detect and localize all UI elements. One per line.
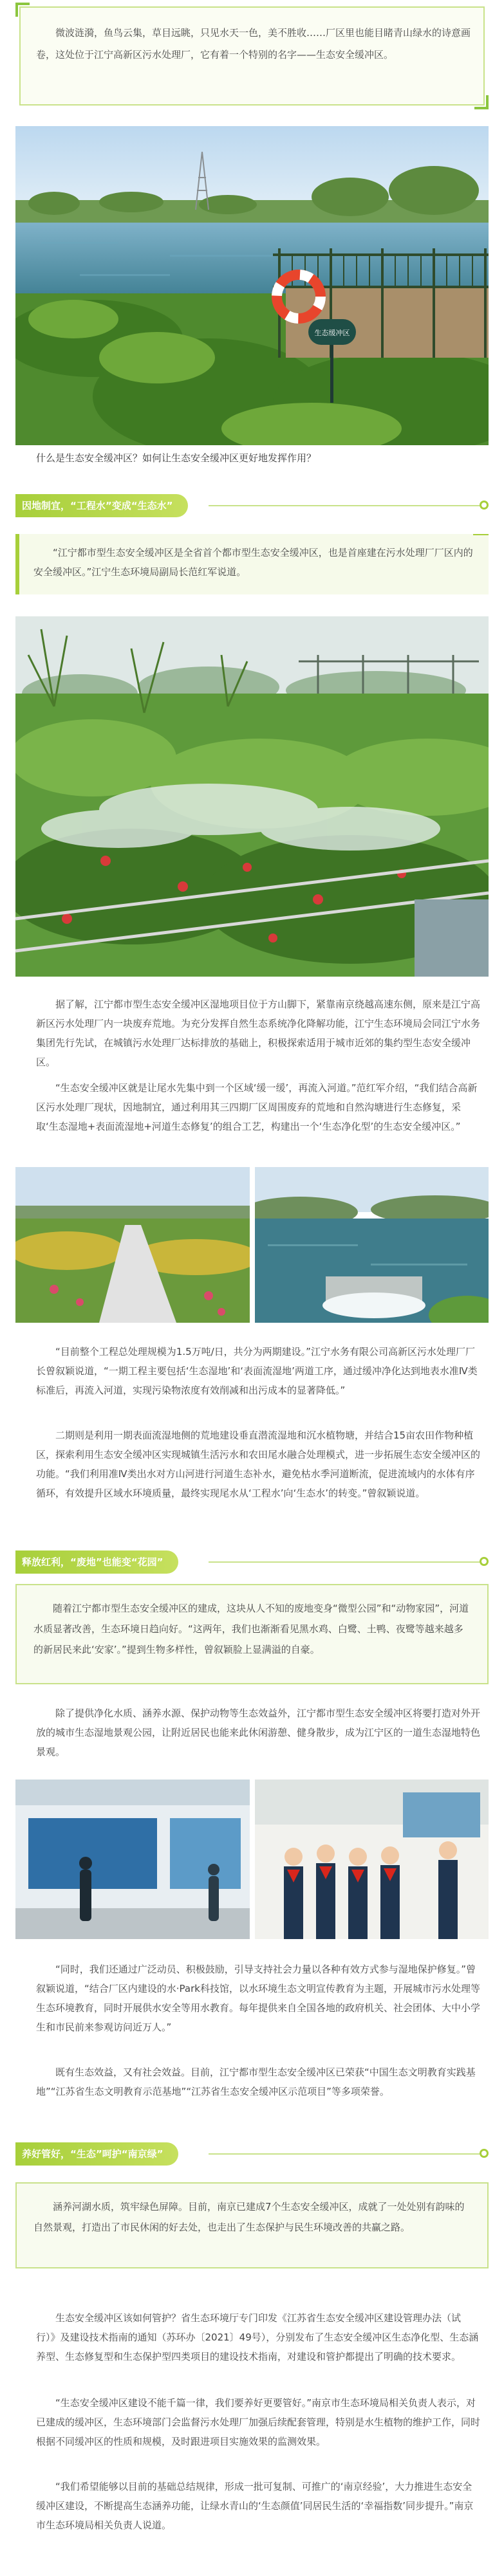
wetland-railing-photo (15, 126, 489, 445)
question-text: 什么是生态安全缓冲区？如何让生态安全缓冲区更好地发挥作用？ (36, 452, 317, 464)
section3-paragraph-3: “我们希望能够以目前的基础总结规律，形成一批可复制、可推广的‘南京经验’，大力推进生态安全缓冲区建设，不断提高生态涵养功能，让绿水青山的‘生态颜值’同居民生活的‘幸福指数’同步提升。”南京市生态环境局相关负责人说道。 (36, 2481, 474, 2531)
wetland-mist-photo (15, 616, 489, 977)
intro-box (19, 6, 485, 106)
section1-paragraph-2: “生态安全缓冲区就是让尾水先集中到一个区域‘缓一缓’，再流入河道。”范红军介绍，“我们结合高新区污水处理厂现状，因地制宜，通过利用其三四期厂区周围废弃的荒地和自然沟塘进行生态修复，采取‘生态湿地+表面流湿地+河道生态修复’的组合工艺，构建出一个‘生态净化型’的生态安全缓冲区。” (36, 1082, 478, 1132)
section1-title-label: 因地制宜，“工程水”变成“生态水” (15, 494, 188, 517)
section2-box (15, 1584, 489, 1684)
outfall-water-photo (255, 1167, 489, 1323)
section1-title (15, 494, 489, 517)
section1-paragraph-3: “目前整个工程总处理规模为1.5万吨/日，共分为两期建设。”江宁水务有限公司高新区污水处理厂厂长曾叙颖说道，“一期工程主要包括‘生态湿地’和‘表面流湿地’两道工序，通过缓冲净化达到地表水准Ⅳ类标准后，再流入河道，实现污染物浓度有效削减和出污成本的显著降低。” (36, 1346, 478, 1396)
section1-quote-text: “江宁都市型生态安全缓冲区是全省首个都市型生态安全缓冲区，也是首座建在污水处理厂厂区内的安全缓冲区。”江宁生态环境局副局长范红军说道。 (33, 547, 473, 578)
section1-paragraph-4: 二期则是利用一期表面流湿地侧的荒地建设垂直潜流湿地和沉水植物塘，并结合15亩农田作物种植区，探索利用生态安全缓冲区实现城镇生活污水和农田尾水融合处理模式，进一步拓展生态安全缓冲区的功能。“我们利用准Ⅳ类出水对方山河进行河道生态补水，避免枯水季河道断流，促进流域内的水体有序循环，有效提升区域水环境质量，最终实现尾水从‘工程水’向‘生态水’的转变。”曾叙颖说道。 (36, 1430, 481, 1499)
title-dot-icon (480, 1557, 489, 1566)
section3-paragraph-2: “生态安全缓冲区建设不能千篇一律，我们要养好更要管好。”南京市生态环境局相关负责人表示，对已建成的缓冲区，生态环境部门会监督污水处理厂加强后续配套管理，特别是水生植物的维护工作，同时根据不同缓冲区的性质和规模，及时跟进项目实施效果的监测效果。 (36, 2397, 481, 2447)
section1-quote (15, 534, 489, 594)
section3-title-label: 养好管好，“生态”呵护“南京绿” (15, 2142, 178, 2166)
section3-box-text: 涵养河湖水质，筑牢绿色屏障。目前，南京已建成7个生态安全缓冲区，成就了一处处别有韵味的自然景观，打造出了市民休闲的好去处，也走出了生态保护与民生环境改善的共赢之路。 (33, 2201, 465, 2233)
exhibition-hall-photo (15, 1780, 250, 1939)
intro-text: 微波涟漪，鱼鸟云集，草目远眺，只见水天一色，美不胜收……厂区里也能目睹青山绿水的诗意画卷，这处位于江宁高新区污水处理厂，它有着一个特别的名字——生态安全缓冲区。 (36, 27, 471, 60)
section2-title (15, 1550, 489, 1574)
section3-title (15, 2142, 489, 2166)
title-dot-icon (480, 501, 489, 510)
section3-box (15, 2182, 489, 2268)
flower-path-photo (15, 1167, 250, 1323)
section2-title-label: 释放红利，“废地”也能变“花园” (15, 1550, 178, 1574)
section2-paragraph-1: 除了提供净化水质、涵养水源、保护动物等生态效益外，江宁都市型生态安全缓冲区将要打造对外开放的城市生态湿地景观公园，让附近居民也能来此休闲游憩、健身散步，成为江宁区的一道生态湿地特色景观。 (36, 1707, 481, 1758)
section3-paragraph-1: 生态安全缓冲区该如何管护？省生态环境厅专门印发《江苏省生态安全缓冲区建设管理办法（试行）》及建设技术指南的通知（苏环办〔2021〕49号），分别发布了生态安全缓冲区生态净化型、生态涵养型、生态修复型和生态保护型四类项目的建设技术指南，对建设和管护都提出了明确的技术要求。 (36, 2312, 479, 2362)
students-visit-photo (255, 1780, 489, 1939)
title-dot-icon (480, 2149, 489, 2158)
section2-box-text: 随着江宁都市型生态安全缓冲区的建成，这块从人不知的废地变身“微型公园”和“动物家园”，河道水质显著改善，生态环境日趋向好。“这两年，我们也渐渐看见黑水鸡、白鹭、土鸭、夜鹭等越来越多的新居民来此‘安家’。”提到生物多样性，曾叙颖脸上显满溢的自豪。 (33, 1603, 469, 1655)
sign-text: 生态缓冲区 (314, 329, 350, 337)
section2-paragraph-2: “同时，我们还通过广泛动员、积极鼓励，引导支持社会力量以各种有效方式参与湿地保护修复。”曾叙颖说道，“结合厂区内建设的水·Park科技馆，以水环境生态文明宣传教育为主题，开展城市污水处理等生态环境教育，同时开展供水安全等用水教育。每年提供来自全国各地的政府机关、社会团体、大中小学生和市民前来参观访问近万人。” (36, 1964, 481, 2033)
section2-paragraph-3: 既有生态效益，又有社会效益。目前，江宁都市型生态安全缓冲区已荣获“中国生态文明教育实践基地”“江苏省生态文明教育示范基地”“江苏省生态安全缓冲区示范项目”等多项荣誉。 (36, 2066, 476, 2097)
section1-paragraph-1: 据了解，江宁都市型生态安全缓冲区湿地项目位于方山脚下，紧靠南京绕越高速东侧，原来是江宁高新区污水处理厂内一块废弃荒地。为充分发挥自然生态系统净化降解功能，江宁生态环境局会同江宁水务集团先行先试，在城镇污水处理厂达标排放的基础上，积极探索适用于城市近郊的集约型生态安全缓冲区。 (36, 998, 481, 1068)
